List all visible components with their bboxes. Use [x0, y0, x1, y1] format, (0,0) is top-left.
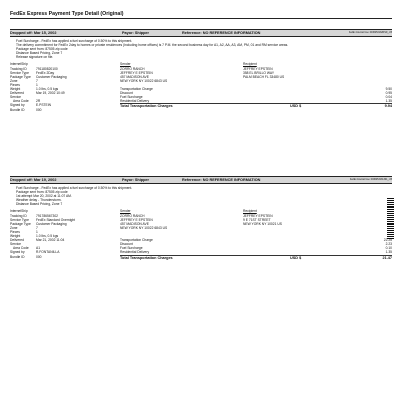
margin-barcode [387, 198, 394, 242]
charge-label: Discount [120, 91, 133, 96]
tracking-id-label: Tracking ID [10, 66, 27, 71]
note-line: Package sent from: 87505 zip code [16, 47, 68, 52]
recipient-address [243, 209, 282, 225]
tracking-id-value: 791786567302 [36, 213, 59, 218]
sender-line: JEFFREY E EPSTEIN [120, 70, 153, 75]
signed-by-value: E.PSTEIN [36, 103, 52, 108]
delivered-value: Mar 21, 2002 11:04 [36, 238, 65, 243]
zone-label: Zone [10, 78, 18, 83]
sender-line: NEW YORK NY 10022 6843 US [120, 225, 168, 230]
sender-address [120, 209, 167, 229]
delivered-label: Delivered [10, 238, 24, 243]
tracking-id-value: 791180820100 [36, 66, 58, 71]
recipient-line: 9 E 71ST STREET [243, 217, 271, 222]
charge-value: 1.35 [385, 99, 392, 104]
weight-label: Weight [10, 234, 21, 239]
signed-by-label: Signed by [10, 103, 25, 108]
shipment-block-1 [10, 29, 392, 112]
recipient-address [243, 62, 284, 78]
recipient-line: JEFFREY EPSTEIN [243, 66, 273, 71]
package-type-label: Package Type [10, 221, 31, 226]
note-line: 1st attempt Mar 20, 2002 at 11:07 AM. [16, 194, 72, 199]
service-type-value: FedEx 2Day [36, 70, 55, 75]
note-line: Fuel Surcharge - FedEx has applied a fuel surcharge of 0.50% to this shipment. [16, 186, 133, 190]
sender-address [120, 62, 167, 82]
pieces-value: 1 [36, 229, 38, 234]
payor-field: Payor: Shipper [122, 31, 150, 35]
total-charges-row [120, 256, 392, 262]
zone-label: Zone [10, 225, 18, 230]
recipient-heading: Recipient [243, 209, 257, 214]
note-line: Distance Based Pricing, Zone 7 [16, 51, 63, 56]
service-label: Service [10, 242, 21, 247]
total-amount: 9.94 [384, 104, 392, 109]
total-charges-row [120, 104, 392, 110]
sender-line: 457 MADISON AVE [120, 74, 149, 79]
weight-label: Weight [10, 87, 21, 92]
recipient-line: JEFFREY EPSTEIN [243, 213, 273, 218]
package-type-label: Package Type [10, 74, 31, 79]
dropped-off-field: Dropped off: Mar 19, 2002 [10, 178, 57, 182]
recipient-line: 358 EL BRILLO WAY [243, 70, 275, 75]
note-line: The delivery commitment for FedEx 2day to homes or private residences (Including home offices) is 7 P.M. the second business day for A1, A2, AA, A3, AM, PM, 01 and RM service areas. [16, 43, 289, 48]
area-code-label: Area Code [13, 99, 29, 104]
charge-value: 2.23 [385, 242, 392, 247]
package-type-value: Customer Packaging [36, 221, 67, 226]
bundle-id-value: 000 [36, 107, 42, 112]
tracking-id-label: Tracking ID [10, 213, 27, 218]
area-code-label: Area Code [13, 246, 29, 251]
service-label: Service [10, 95, 21, 100]
sender-line: 457 MADISON AVE [120, 221, 149, 226]
shipment-header-bar [10, 176, 392, 184]
reference-field: Reference: NO REFERENCE INFORMATION [182, 31, 261, 35]
shipment-block-2 [10, 176, 392, 260]
note-line: Weather delay - Thunderstorm. [16, 198, 62, 203]
note-line: Release signature on file. [16, 55, 54, 60]
service-type-value: FedEx Standard Overnight [36, 217, 76, 222]
internal-use-code: FedEx Internal Use: 0036253131301_-05 [349, 179, 392, 181]
shipment-notes [16, 39, 392, 59]
recipient-heading: Recipient [243, 62, 257, 67]
zone-value: 7 [36, 78, 38, 83]
internetship-label: InternetShip [10, 62, 28, 67]
pieces-label: Pieces [10, 82, 20, 87]
dropped-off-field: Dropped off: Mar 15, 2002 [10, 31, 57, 35]
charge-value: 22.25 [383, 238, 392, 243]
area-code-value: 2R [36, 99, 41, 104]
total-amount: 21.47 [382, 255, 392, 260]
shipment-header-bar [10, 29, 392, 37]
bundle-id-label: Bundle ID [10, 254, 25, 259]
sender-heading: Sender [120, 209, 131, 214]
bundle-id-value: 000 [36, 254, 42, 259]
zone-value: 7 [36, 225, 38, 230]
sender-line: NEW YORK NY 10022 6843 US [120, 78, 168, 83]
charge-value: 0.04 [385, 95, 392, 100]
weight-value: 1.0 lbs, 0.5 kgs [36, 87, 59, 92]
charge-value: 0.95 [385, 91, 392, 96]
shipment-notes [16, 186, 392, 206]
charges-table [120, 238, 392, 261]
internetship-label: InternetShip [10, 209, 28, 214]
charge-value: 1.35 [385, 250, 392, 255]
charge-value: 0.10 [385, 246, 392, 251]
delivered-label: Delivered [10, 91, 24, 96]
note-line: Fuel Surcharge - FedEx has applied a fuel surcharge of 0.50% to this shipment. [16, 39, 133, 43]
reference-field: Reference: NO REFERENCE INFORMATION [182, 178, 261, 182]
package-type-value: Customer Packaging [36, 74, 67, 79]
internal-use-code: FedEx Internal Use: 0036253132RSD_-05 [348, 32, 392, 34]
recipient-line: NEW YORK NY 10021 US [243, 221, 282, 226]
charge-label: Fuel Surcharge [120, 246, 143, 251]
sender-line: ZORRO RANCH [120, 66, 145, 71]
charge-value: 9.50 [385, 87, 392, 92]
pieces-value: 1 [36, 82, 38, 87]
area-code-value: A1 [36, 246, 41, 251]
sender-line: JEFFREY E EPSTEIN [120, 217, 153, 222]
signed-by-label: Signed by [10, 250, 25, 255]
sender-heading: Sender [120, 62, 131, 67]
sender-line: ZORRO RANCH [120, 213, 145, 218]
charge-label: Discount [120, 242, 133, 247]
currency-label: USD $ [290, 104, 302, 109]
currency-label: USD $ [290, 255, 302, 260]
charge-label: Residential Delivery [120, 250, 150, 255]
note-line: Distance Based Pricing, Zone 7 [16, 202, 63, 207]
delivered-value: Mar 19, 2002 10:49 [36, 91, 65, 96]
title-divider [10, 18, 392, 19]
charges-table [120, 87, 392, 110]
bundle-id-label: Bundle ID [10, 107, 25, 112]
total-label: Total Transportation Charges [120, 255, 173, 260]
recipient-line: PALM BEACH FL 33480 US [243, 74, 285, 79]
total-label: Total Transportation Charges [120, 104, 173, 109]
charge-label: Fuel Surcharge [120, 95, 143, 100]
pieces-label: Pieces [10, 229, 20, 234]
weight-value: 1.0 lbs, 0.5 kgs [36, 234, 59, 239]
payor-field: Payor: Shipper [122, 178, 150, 182]
signed-by-value: R.FONTANILLA [36, 250, 60, 255]
page-title: FedEx Express Payment Type Detail (Original) [10, 11, 124, 17]
service-type-label: Service Type [10, 217, 29, 222]
note-line: Package sent from: 87505 zip code [16, 190, 68, 195]
charge-label: Transportation Charge [120, 238, 153, 243]
service-type-label: Service Type [10, 70, 29, 75]
charge-label: Transportation Charge [120, 87, 153, 92]
charge-label: Residential Delivery [120, 99, 150, 104]
